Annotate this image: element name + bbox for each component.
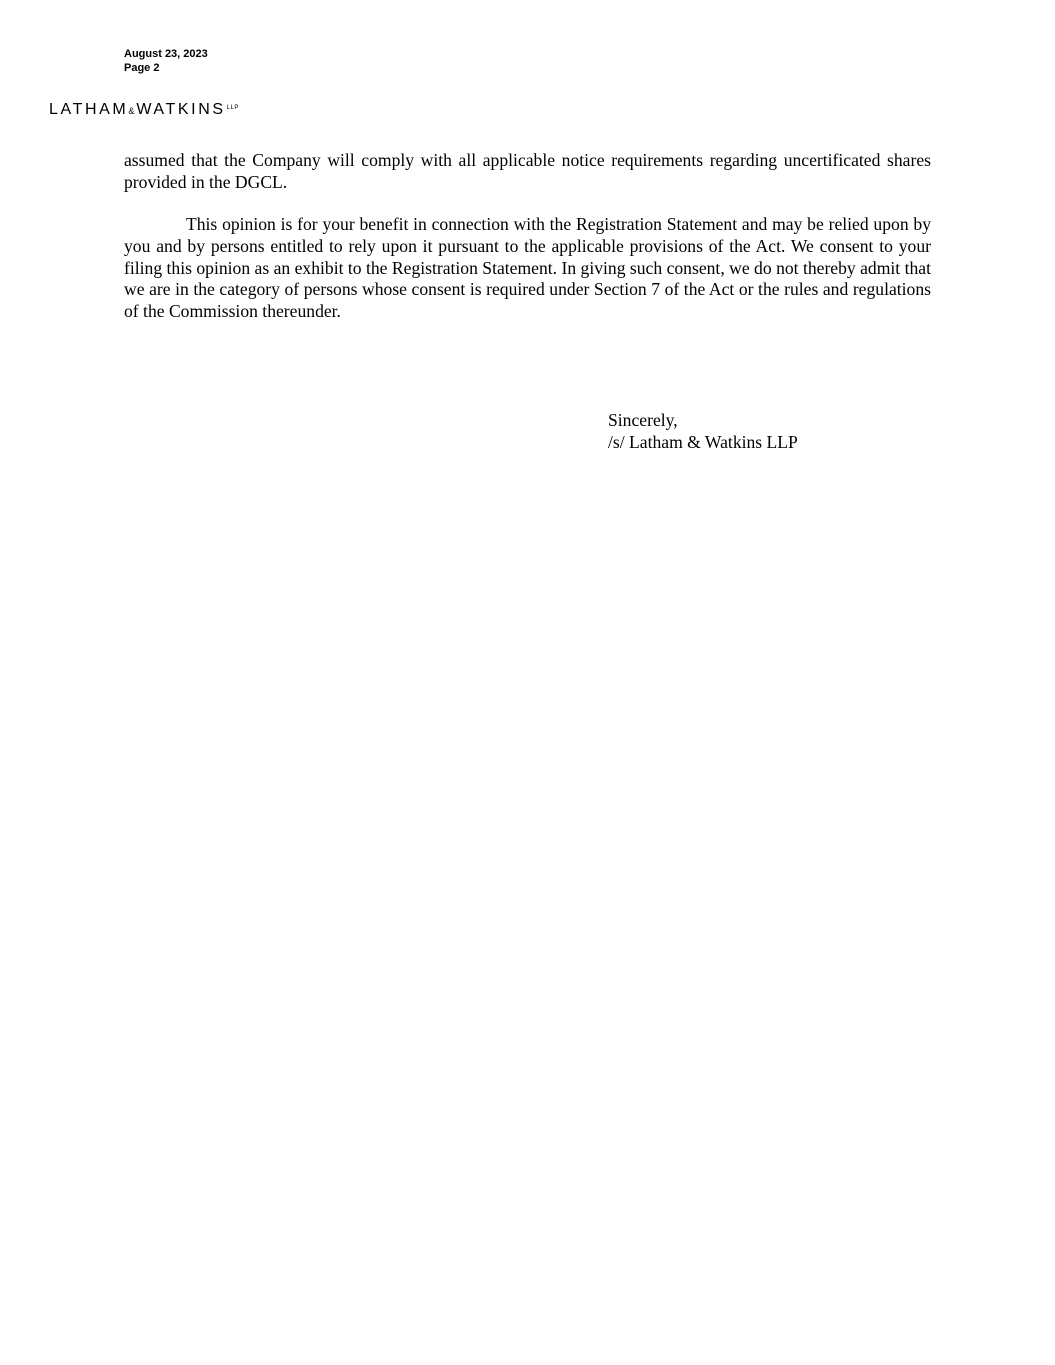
closing-block — [608, 409, 798, 453]
logo-word-watkins: WATKINS — [136, 101, 226, 118]
body-paragraph-2: This opinion is for your benefit in connection with the Registration Statement and may be relied upon by you and by persons entitled to rely upon it pursuant to the applicable provisions of the Act. We consent to your filing this opinion as an exhibit to the Registration Statement. In giving such consent, we do not thereby admit that we are in the category of persons whose consent is required under Section 7 of the Act or the rules and regulations of the Commission thereunder. — [124, 214, 931, 322]
signature-line: /s/ Latham & Watkins LLP — [608, 432, 798, 452]
body-paragraph-1: assumed that the Company will comply with all applicable notice requirements regarding uncertificated shares provided in the DGCL. — [124, 150, 931, 192]
logo-ampersand: & — [128, 106, 135, 116]
letter-header — [124, 47, 208, 75]
firm-logo — [49, 101, 239, 122]
logo-word-latham: LATHAM — [49, 101, 129, 118]
page-number: Page 2 — [124, 62, 160, 74]
letter-date: August 23, 2023 — [124, 48, 208, 60]
closing-salutation: Sincerely, — [608, 410, 678, 430]
logo-suffix-llp: LLP — [226, 105, 239, 111]
